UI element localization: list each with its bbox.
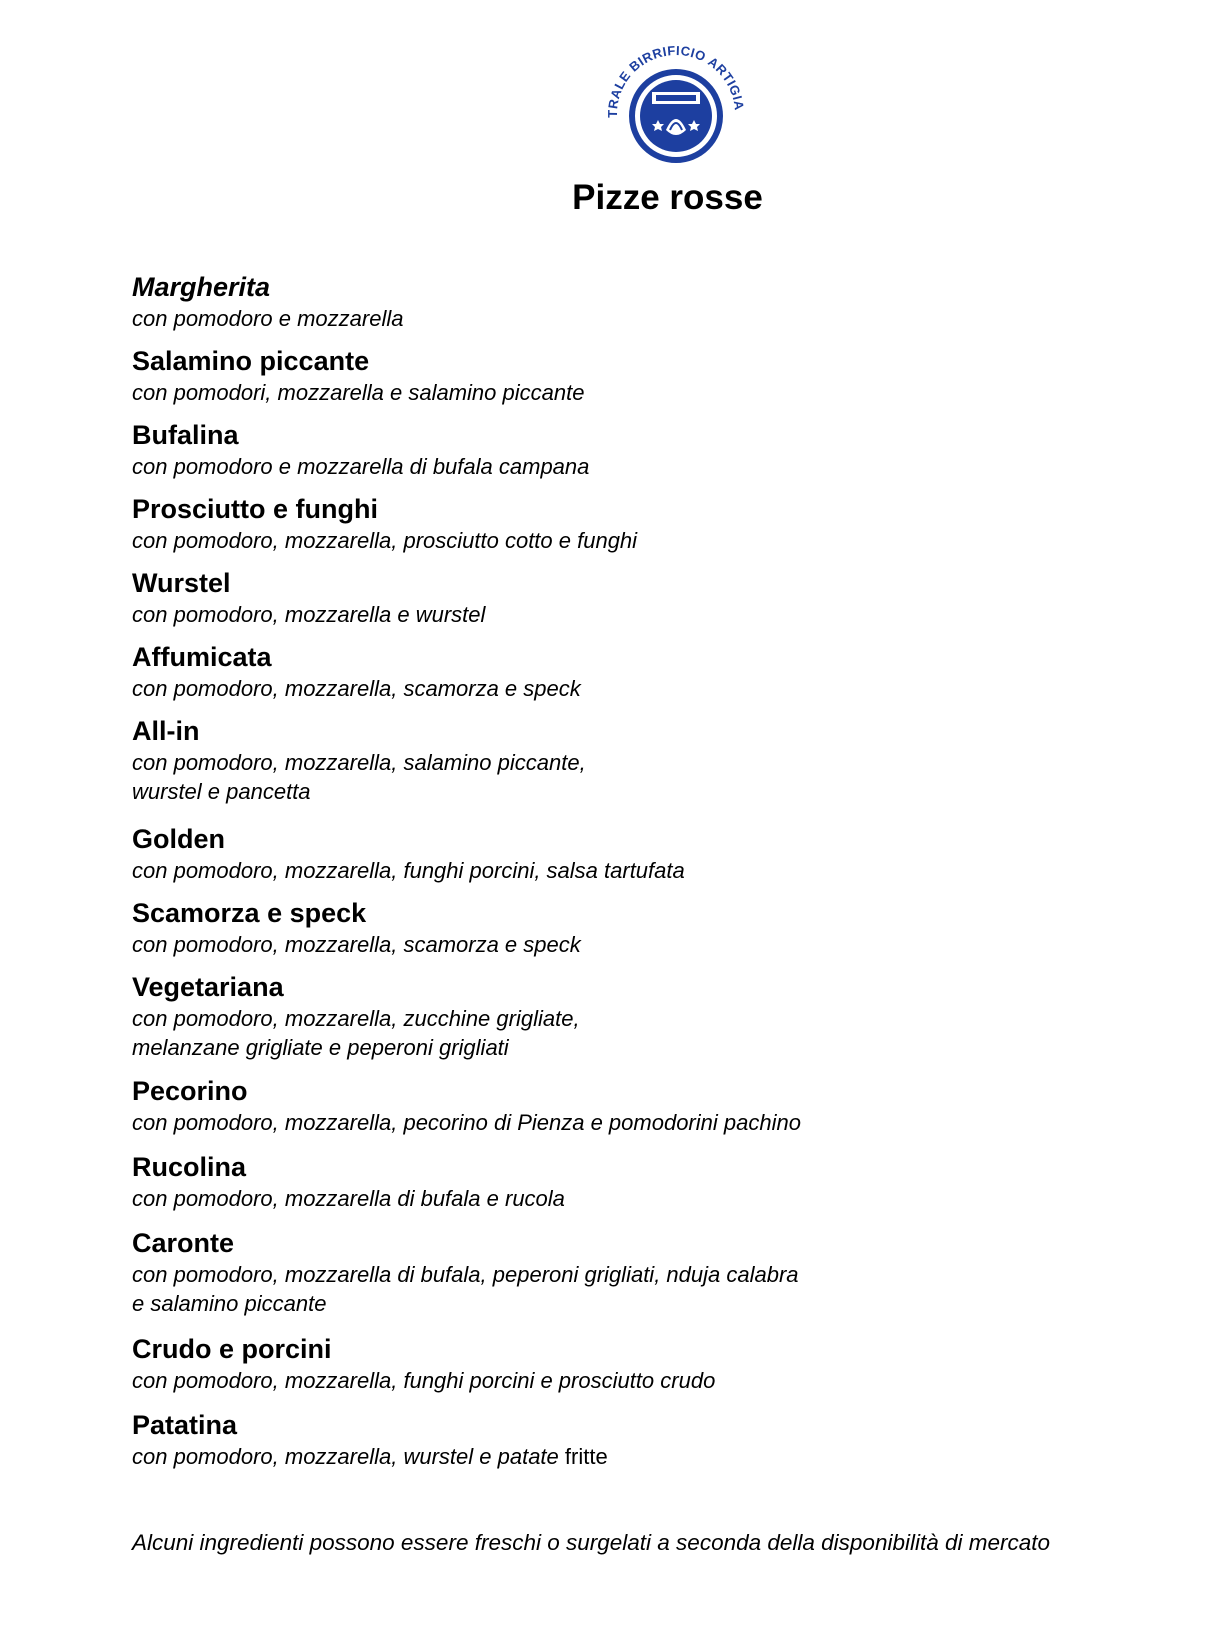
pizza-ingredients: con pomodoro, mozzarella di bufala e rucola [132, 1186, 565, 1211]
pizza-ingredients-continued: melanzane grigliate e peperoni grigliati [132, 1035, 509, 1060]
menu-item [132, 1408, 1172, 1484]
pizza-ingredients: con pomodoro, mozzarella di bufala, peperoni grigliati, nduja calabra [132, 1262, 799, 1287]
pizza-name: Crudo e porcini [132, 1334, 332, 1364]
pizza-name: All-in [132, 716, 200, 746]
availability-note: Alcuni ingredienti possono essere freschi o surgelati a seconda della disponibilità di mercato [132, 1530, 1051, 1555]
menu-item [132, 1074, 1172, 1150]
pizza-name: Affumicata [132, 642, 272, 672]
pizza-menu [132, 270, 1172, 1484]
pizza-name: Margherita [132, 272, 271, 302]
brewery-logo-icon [604, 44, 750, 170]
pizza-name: Scamorza e speck [132, 898, 367, 928]
pizza-ingredients-italic: con pomodoro, mozzarella, wurstel e patate [132, 1444, 559, 1469]
pizza-name: Rucolina [132, 1152, 247, 1182]
menu-item [132, 822, 1172, 896]
menu-item [132, 1332, 1172, 1408]
menu-item [132, 566, 1172, 640]
menu-item [132, 492, 1172, 566]
svg-text:MASTRALE BIRRIFICIO ARTIGIANAL: TRALE BIRRIFICIO ARTIGIA [604, 44, 748, 118]
pizza-ingredients-upright: fritte [564, 1444, 608, 1469]
menu-item [132, 270, 1172, 344]
menu-item [132, 418, 1172, 492]
pizza-name: Patatina [132, 1410, 238, 1440]
pizza-ingredients: con pomodoro, mozzarella, funghi porcini, salsa tartufata [132, 858, 685, 883]
brewery-logo [604, 44, 750, 170]
pizza-ingredients [132, 1442, 1172, 1471]
pizza-name: Vegetariana [132, 972, 284, 1002]
pizza-ingredients-continued: e salamino piccante [132, 1291, 327, 1316]
pizza-ingredients: con pomodoro, mozzarella, prosciutto cotto e funghi [132, 528, 638, 553]
pizza-ingredients: con pomodoro e mozzarella di bufala campana [132, 454, 590, 479]
pizza-ingredients: con pomodoro, mozzarella, scamorza e speck [132, 932, 581, 957]
pizza-name: Bufalina [132, 420, 239, 450]
pizza-ingredients: con pomodoro, mozzarella, scamorza e speck [132, 676, 581, 701]
pizza-name: Caronte [132, 1228, 235, 1258]
pizza-name: Salamino piccante [132, 346, 370, 376]
pizza-name: Wurstel [132, 568, 231, 598]
pizza-name: Golden [132, 824, 225, 854]
pizza-ingredients: con pomodoro, mozzarella, pecorino di Pienza e pomodorini pachino [132, 1110, 801, 1135]
menu-item [132, 344, 1172, 418]
menu-item [132, 1150, 1172, 1226]
pizza-name: Pecorino [132, 1076, 248, 1106]
menu-item [132, 896, 1172, 970]
pizza-name: Prosciutto e funghi [132, 494, 378, 524]
pizza-ingredients: con pomodoro, mozzarella, salamino piccante, [132, 750, 586, 775]
pizza-ingredients: con pomodoro e mozzarella [132, 306, 404, 331]
pizza-ingredients: con pomodoro, mozzarella, funghi porcini e prosciutto crudo [132, 1368, 716, 1393]
pizza-ingredients: con pomodori, mozzarella e salamino piccante [132, 380, 585, 405]
menu-item [132, 714, 1172, 822]
page-title: Pizze rosse [572, 178, 763, 217]
pizza-ingredients: con pomodoro, mozzarella, zucchine grigliate, [132, 1006, 580, 1031]
menu-item [132, 970, 1172, 1074]
menu-item [132, 640, 1172, 714]
pizza-ingredients-continued: wurstel e pancetta [132, 779, 311, 804]
pizza-ingredients: con pomodoro, mozzarella e wurstel [132, 602, 486, 627]
menu-item [132, 1226, 1172, 1332]
